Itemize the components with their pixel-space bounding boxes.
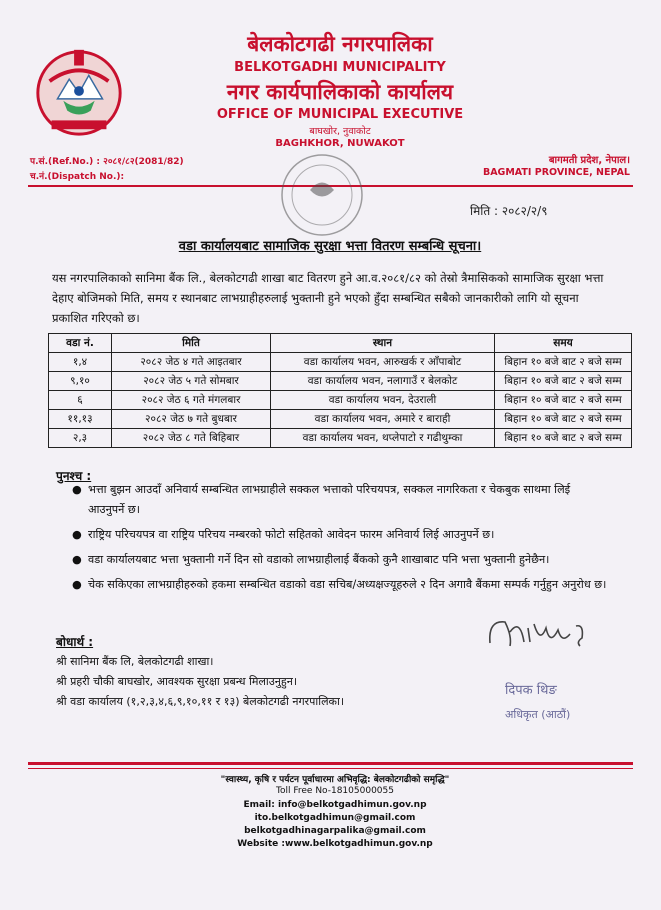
signatory-post: अधिकृत (आठौं) — [505, 708, 571, 721]
bullet-icon: ● — [72, 483, 82, 496]
notes-heading: पुनश्च : — [56, 469, 92, 483]
table-row — [49, 410, 632, 429]
cc-item: श्री प्रहरी चौकी बाघखोर, आवश्यक सुरक्षा प्रबन्ध मिलाउनुहुन। — [56, 675, 298, 688]
reference-number: प.सं.(Ref.No.) : २०८१/८२(2081/82) — [30, 157, 184, 167]
bullet-icon: ● — [72, 528, 82, 541]
dispatch-number: च.नं.(Dispatch No.): — [30, 172, 125, 182]
list-item — [62, 575, 607, 595]
header-location: स्थान — [271, 334, 495, 353]
cell-date: २०८२ जेठ ६ गते मंगलबार — [112, 391, 271, 410]
schedule-table — [48, 333, 632, 448]
notice-paragraph: यस नगरपालिकाको सानिमा बैंक लि., बेलकोटगढी शाखा बाट वितरण हुने आ.व.२०८१/८२ को तेस्रो त्रैमासिकको सामाजिक सुरक्षा भत्ता देहाए बोजिमको मिति, समय र स्थानबाट लाभग्राहीहरुलाई भुक्तानी हुने भएको हुँदा सम्बन्धित सबैको जानकारीको लागि यो सूचना प्रकाशित गरिएको छ। — [52, 271, 604, 325]
header-ward: वडा नं. — [49, 334, 112, 353]
table-row — [49, 429, 632, 448]
footer-email: Email: info@belkotgadhimun.gov.np — [243, 800, 427, 810]
footer-email-alt: ito.belkotgadhimun@gmail.com — [254, 813, 416, 823]
signature — [480, 608, 600, 658]
municipality-name-en: BELKOTGADHI MUNICIPALITY — [234, 60, 446, 75]
address-np: बाघखोर, नुवाकोट — [309, 126, 371, 137]
cell-date: २०८२ जेठ ४ गते आइतबार — [112, 353, 271, 372]
table-row — [49, 391, 632, 410]
cc-item: श्री वडा कार्यालय (१,२,३,४,६,९,१०,११ र १३) बेलकोटगढी नगरपालिका। — [56, 695, 345, 708]
footer-email-alt2: belkotgadhinagarpalika@gmail.com — [244, 826, 426, 836]
province-en: BAGMATI PROVINCE, NEPAL — [482, 167, 630, 178]
footer-slogan: "स्वास्थ्य, कृषि र पर्यटन पूर्वाधारमा अभिवृद्धि: बेलकोटगढीको समृद्धि" — [220, 775, 450, 785]
note-text: राष्ट्रिय परिचयपत्र वा राष्ट्रिय परिचय नम्बरको फोटो सहितको आवेदन फारम अनिवार्य लिई आउनुपर्ने छ। — [88, 528, 495, 541]
list-item — [62, 525, 607, 545]
footer-tollfree: Toll Free No-18105000055 — [276, 786, 394, 796]
office-stamp — [272, 145, 372, 245]
nepal-emblem-logo — [30, 42, 128, 140]
office-name-np: नगर कार्यपालिकाको कार्यालय — [226, 80, 454, 104]
list-item — [62, 480, 607, 520]
notice-title: वडा कार्यालयबाट सामाजिक सुरक्षा भत्ता वितरण सम्बन्धि सूचना। — [178, 239, 482, 254]
cc-heading: बोधार्थ : — [56, 635, 94, 649]
footer-divider-top — [28, 762, 633, 765]
cell-time: बिहान १० बजे बाट २ बजे सम्म — [495, 429, 632, 448]
cell-time: बिहान १० बजे बाट २ बजे सम्म — [495, 372, 632, 391]
cell-ward: २,३ — [49, 429, 112, 448]
cell-date: २०८२ जेठ ७ गते बुधबार — [112, 410, 271, 429]
cell-location: वडा कार्यालय भवन, देउराली — [271, 391, 495, 410]
header-time: समय — [495, 334, 632, 353]
cell-location: वडा कार्यालय भवन, अमारे र बाराही — [271, 410, 495, 429]
note-text: चेक सकिएका लाभग्राहीहरुको हकमा सम्बन्धित वडाको वडा सचिब/अध्यक्षज्यूहरुले २ दिन अगावै बैंकमा सम्पर्क गर्नुहुन अनुरोध छ। — [88, 578, 607, 591]
cell-date: २०८२ जेठ ८ गते बिहिबार — [112, 429, 271, 448]
bullet-icon: ● — [72, 578, 82, 591]
cell-date: २०८२ जेठ ५ गते सोमबार — [112, 372, 271, 391]
address-en: BAGHKHOR, NUWAKOT — [275, 138, 405, 149]
cell-time: बिहान १० बजे बाट २ बजे सम्म — [495, 410, 632, 429]
issue-date: मिति : २०८२/२/९ — [470, 204, 548, 218]
cell-ward: ९,१० — [49, 372, 112, 391]
office-name-en: OFFICE OF MUNICIPAL EXECUTIVE — [216, 107, 464, 122]
table-row — [49, 372, 632, 391]
header-date: मिति — [112, 334, 271, 353]
cell-time: बिहान १० बजे बाट २ बजे सम्म — [495, 353, 632, 372]
cc-item: श्री सानिमा बैंक लि, बेलकोटगढी शाखा। — [56, 655, 214, 668]
table-header-row — [49, 334, 632, 353]
list-item — [62, 550, 607, 570]
notes-list — [62, 480, 607, 600]
note-text: भत्ता बुझन आउदाँ अनिवार्य सम्बन्धित लाभग्राहीले सक्कल भत्ताको परिचयपत्र, सक्कल नागरिकता र चेकबुक साथमा लिई आउनुपर्ने छ। — [88, 483, 571, 516]
cell-ward: ६ — [49, 391, 112, 410]
table-row — [49, 353, 632, 372]
cell-ward: ११,१३ — [49, 410, 112, 429]
footer-divider-bottom — [28, 768, 633, 769]
note-text: वडा कार्यालयबाट भत्ता भुक्तानी गर्ने दिन सो वडाको लाभग्राहीलाई बैंकको कुनै शाखाबाट पनि भत्ता भुक्तानी हुनेछैन। — [88, 553, 550, 566]
province-np: बागमती प्रदेश, नेपाल। — [548, 155, 630, 166]
footer-website: Website :www.belkotgadhimun.gov.np — [237, 839, 433, 849]
cell-ward: १,४ — [49, 353, 112, 372]
signatory-name: दिपक थिङ — [505, 683, 557, 698]
cell-location: वडा कार्यालय भवन, नलागाउँ र बेलकोट — [271, 372, 495, 391]
cell-location: वडा कार्यालय भवन, थप्लेपाटो र गढीथुम्का — [271, 429, 495, 448]
cell-location: वडा कार्यालय भवन, आरुखर्क र आँपाबोट — [271, 353, 495, 372]
municipality-name-np: बेलकोटगढी नगरपालिका — [247, 32, 433, 56]
bullet-icon: ● — [72, 553, 82, 566]
cell-time: बिहान १० बजे बाट २ बजे सम्म — [495, 391, 632, 410]
